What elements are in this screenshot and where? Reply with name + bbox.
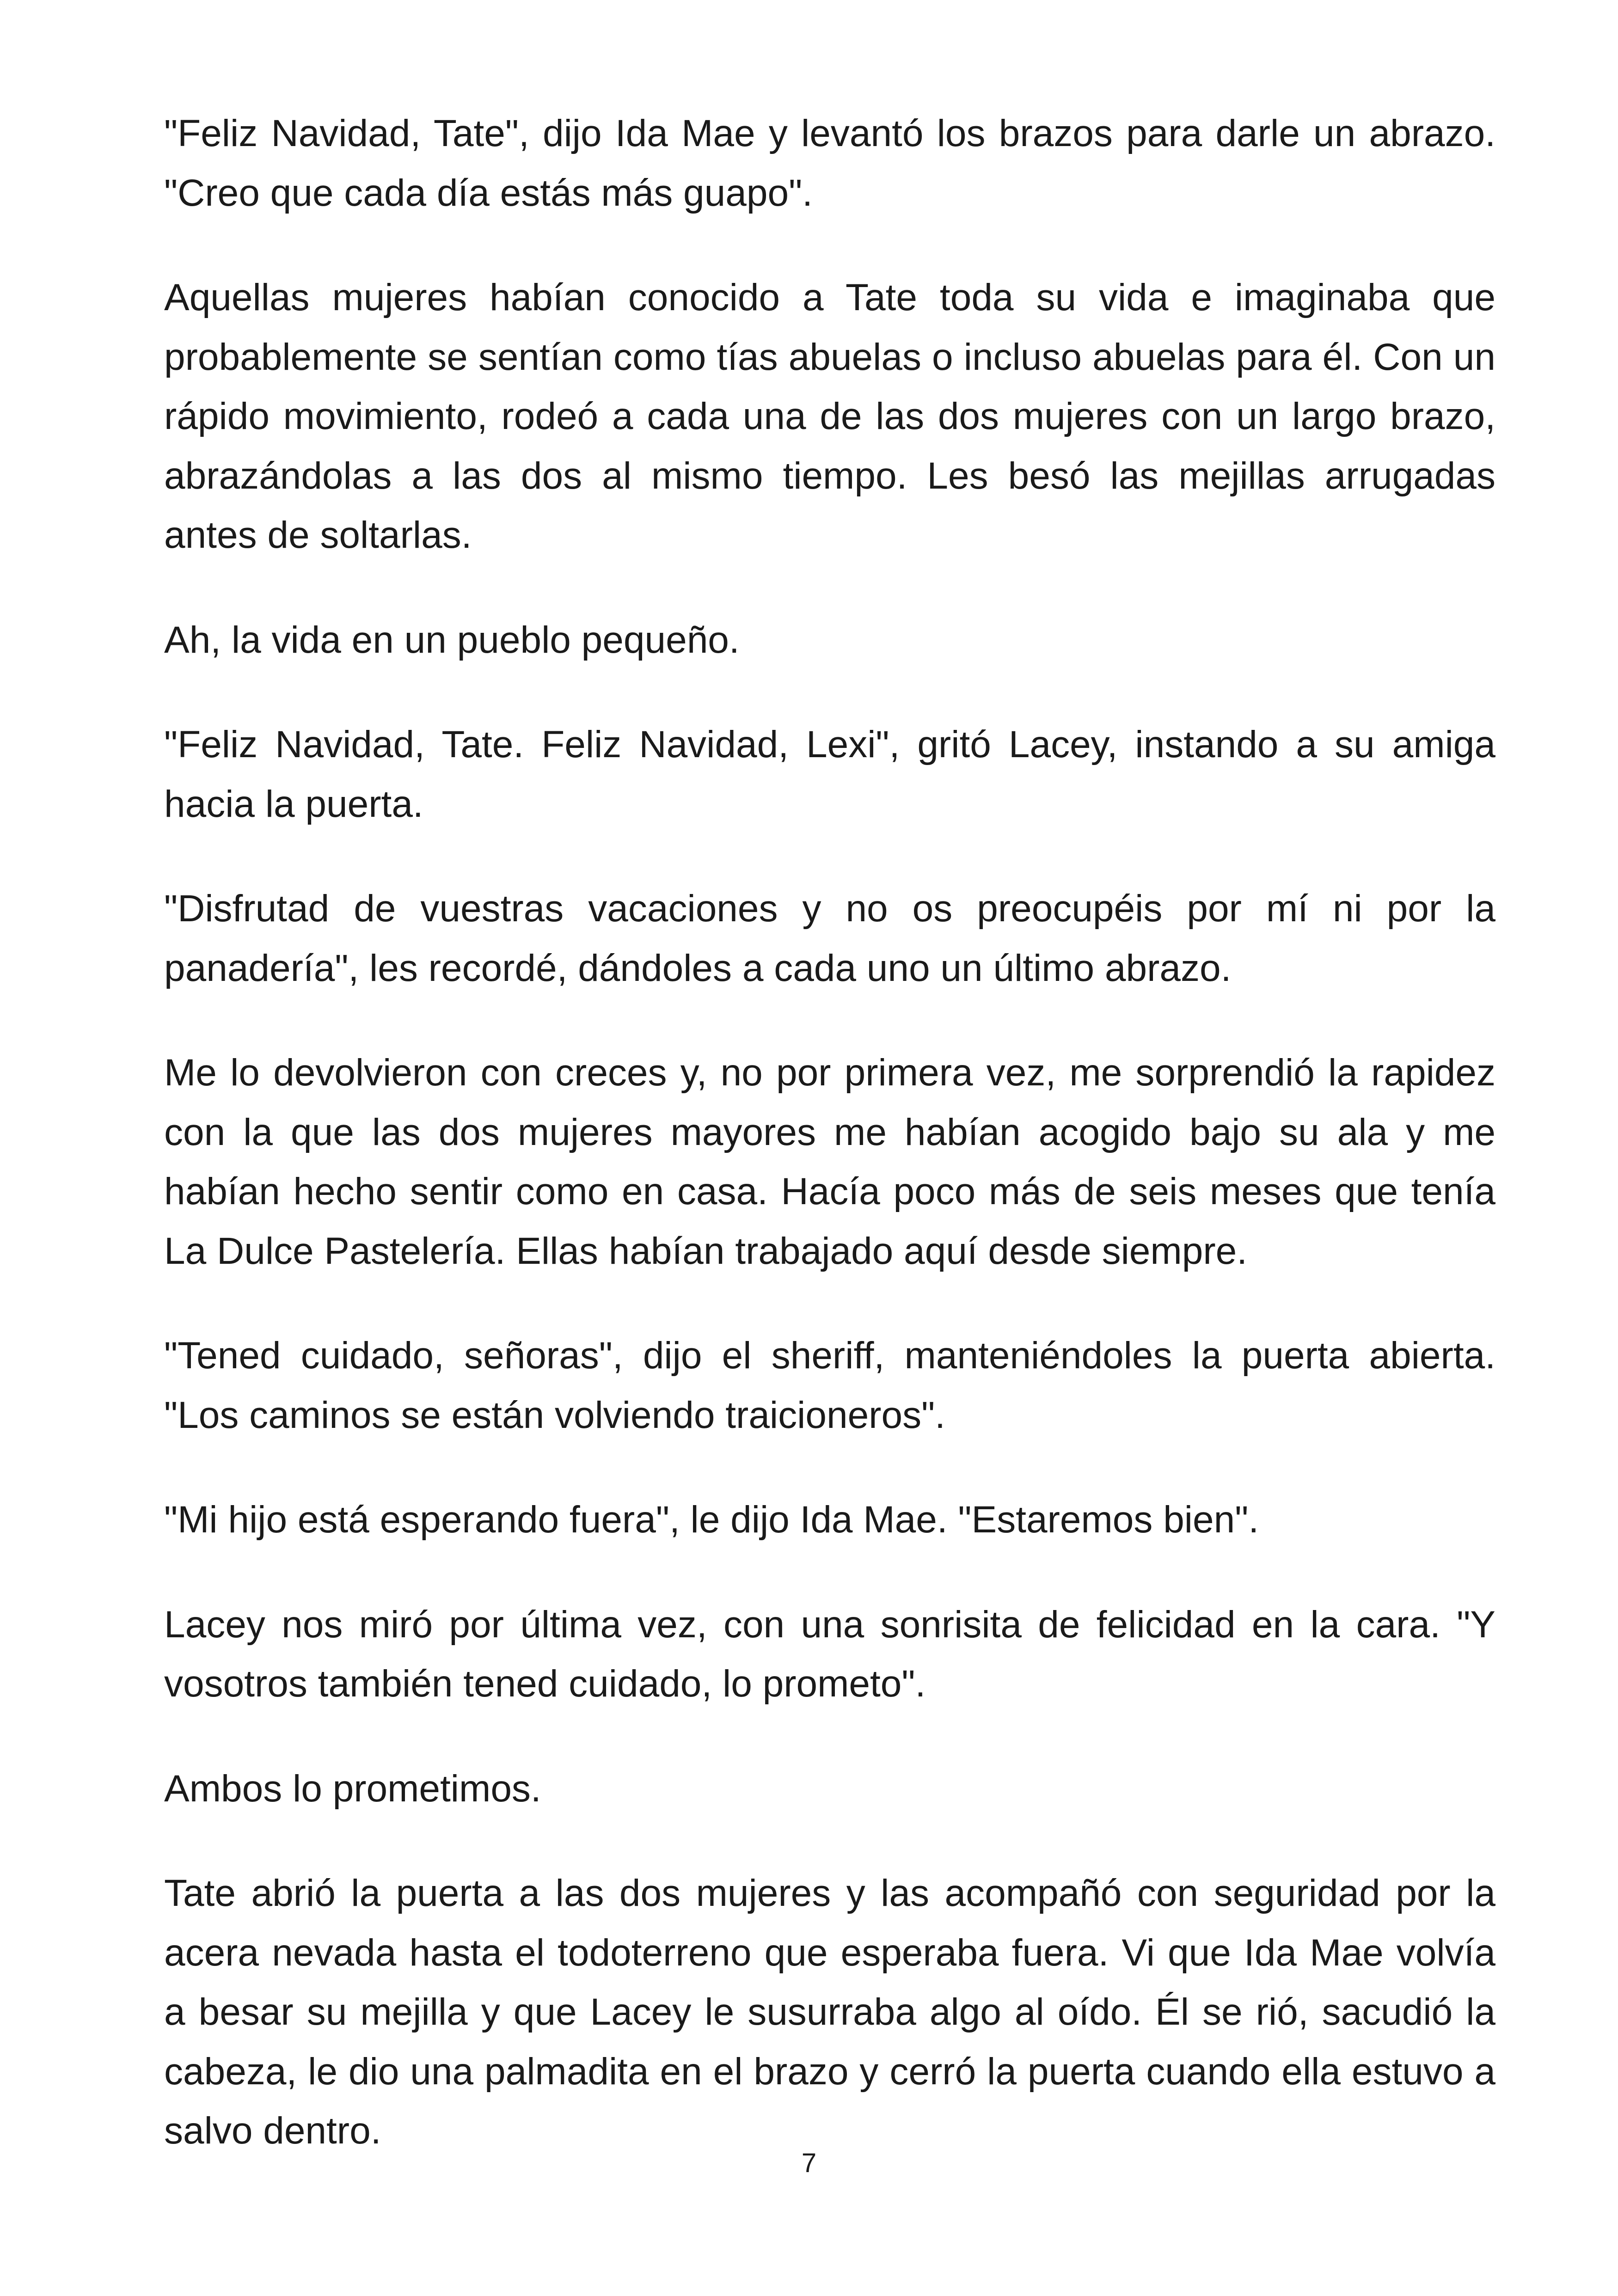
- paragraph: "Disfrutad de vuestras vacaciones y no os preocupéis por mí ni por la panadería", les recordé, dándoles a cada uno un último abrazo.: [164, 888, 1495, 989]
- paragraph: "Feliz Navidad, Tate. Feliz Navidad, Lexi", gritó Lacey, instando a su amiga hacia la puerta.: [164, 723, 1495, 825]
- paragraph: Ambos lo prometimos.: [164, 1767, 541, 1810]
- paragraph: Me lo devolvieron con creces y, no por primera vez, me sorprendió la rapidez con la que las dos mujeres mayores me habían acogido bajo su ala y me habían hecho sentir como en casa. Hacía poco más de seis meses que tenía La Dulce Pastelería. Ellas habían trabajado aquí desde siempre.: [164, 1052, 1495, 1272]
- paragraph: Tate abrió la puerta a las dos mujeres y las acompañó con seguridad por la acera nevada hasta el todoterreno que esperaba fuera. Vi que Ida Mae volvía a besar su mejilla y que Lacey le susurraba algo al oído. Él se rió, sacudió la cabeza, le dio una palmadita en el brazo y cerró la puerta cuando ella estuvo a salvo dentro.: [164, 1872, 1495, 2152]
- paragraph: "Tened cuidado, señoras", dijo el sheriff, manteniéndoles la puerta abierta. "Los caminos se están volviendo traicioneros".: [164, 1335, 1495, 1436]
- paragraph: "Mi hijo está esperando fuera", le dijo Ida Mae. "Estaremos bien".: [164, 1499, 1259, 1541]
- paragraph: "Feliz Navidad, Tate", dijo Ida Mae y levantó los brazos para darle un abrazo. "Creo que cada día estás más guapo".: [164, 112, 1495, 214]
- page-number: 7: [801, 2148, 817, 2178]
- paragraph: Lacey nos miró por última vez, con una sonrisita de felicidad en la cara. "Y vosotros también tened cuidado, lo prometo".: [164, 1603, 1495, 1705]
- paragraph: Aquellas mujeres habían conocido a Tate toda su vida e imaginaba que probablemente se sentían como tías abuelas o incluso abuelas para él. Con un rápido movimiento, rodeó a cada una de las dos mujeres con un largo brazo, abrazándolas a las dos al mismo tiempo. Les besó las mejillas arrugadas antes de soltarlas.: [164, 276, 1495, 556]
- paragraph: Ah, la vida en un pueblo pequeño.: [164, 618, 740, 661]
- page-body: [164, 104, 1495, 2206]
